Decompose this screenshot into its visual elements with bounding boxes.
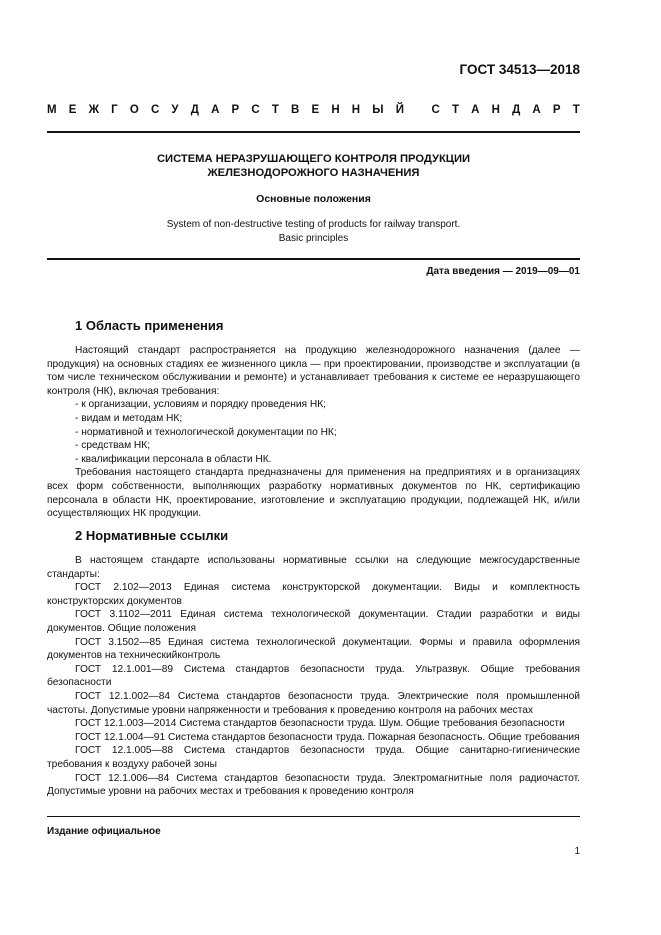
banner-letter: Ы (372, 104, 384, 116)
banner-letter: О (129, 104, 139, 116)
banner-letter: У (171, 104, 179, 116)
banner-letter: Ж (88, 104, 99, 116)
paragraph: Настоящий стандарт распространяется на продукцию железнодорожного назначения (далее — продукция) на основных стадиях ее жизненного цикла — при проектировании, производстве и эксплуатации (в том числе техническом обслуживании и ремонте) и устанавливает требования к системе ее неразрушающего контроля (НК), включая требования: (47, 345, 580, 397)
banner-letter: Е (68, 104, 77, 116)
list-item: - нормативной и технологической документации по НК; (75, 426, 337, 438)
english-title (47, 218, 580, 246)
reference-item: ГОСТ 12.1.003—2014 Система стандартов безопасности труда. Шум. Общие требования безопасности (75, 718, 565, 730)
paragraph: Требования настоящего стандарта предназначены для применения на предприятиях и в организациях всех форм собственности, выполняющих разработку нормативных документов по НК, сертификацию персонала в области НК, проектирование, изготовление и эксплуатацию продукции, подлежащей НК, и/или осуществляющих НК продукции. (47, 467, 580, 520)
section-normative-references (47, 528, 580, 799)
banner-letter: Т (271, 104, 279, 116)
title-rule (47, 258, 580, 260)
banner-letter: В (291, 104, 300, 116)
list-item: - видам и методам НК; (75, 412, 183, 424)
paragraph: В настоящем стандарте использованы нормативные ссылки на следующие межгосударственные стандарты: (47, 555, 580, 580)
banner-letter (416, 104, 419, 116)
footer-rule (47, 816, 580, 817)
banner-letter: Н (331, 104, 340, 116)
banner-letter: С (150, 104, 160, 116)
list-item: - средствам НК; (75, 440, 151, 452)
banner-letter: Е (311, 104, 320, 116)
banner-letter: Д (190, 104, 199, 116)
banner-letter: Т (572, 104, 580, 116)
standard-code: ГОСТ 34513—2018 (459, 62, 580, 77)
banner-letter: С (251, 104, 260, 116)
section-heading: 2 Нормативные ссылки (75, 528, 229, 543)
english-title-line-1: System of non-destructive testing of products for railway transport. (166, 219, 461, 230)
banner-letter: Р (552, 104, 561, 116)
reference-item: ГОСТ 12.1.006—84 Система стандартов безопасности труда. Электромагнитные поля радиочастот. Допустимые уровни на рабочих местах и требования к проведению контроля (47, 772, 580, 798)
document-subtitle: Основные положения (256, 193, 371, 205)
banner-letter: Й (395, 104, 404, 116)
header-rule (47, 131, 580, 133)
banner-letter: С (431, 104, 440, 116)
banner-letter: Н (491, 104, 500, 116)
banner-letter: А (532, 104, 541, 116)
banner-letter: Т (451, 104, 459, 116)
section-heading: 1 Область применения (75, 318, 224, 333)
banner-letter: Г (111, 104, 118, 116)
banner-letter: Д (512, 104, 521, 116)
interstate-standard-banner (47, 104, 580, 116)
banner-letter: А (211, 104, 220, 116)
reference-item: ГОСТ 12.1.005—88 Система стандартов безопасности труда. Общие санитарно-гигиенические требования к воздуху рабочей зоны (47, 745, 580, 770)
reference-item: ГОСТ 12.1.004—91 Система стандартов безопасности труда. Пожарная безопасность. Общие требования (75, 731, 580, 743)
list-item: - к организации, условиям и порядку проведения НК; (75, 399, 326, 411)
reference-item: ГОСТ 3.1102—2011 Единая система технологической документации. Стадии разработки и виды документов. Общие положения (47, 609, 580, 634)
title-line-1: СИСТЕМА НЕРАЗРУШАЮЩЕГО КОНТРОЛЯ ПРОДУКЦИИ (156, 153, 471, 165)
document-title (47, 152, 580, 180)
banner-letter: Н (351, 104, 361, 116)
reference-item: ГОСТ 12.1.001—89 Система стандартов безопасности труда. Ультразвук. Общие требования безопасности (47, 663, 580, 689)
english-title-line-2: Basic principles (278, 233, 349, 244)
title-line-2: ЖЕЛЕЗНОДОРОЖНОГО НАЗНАЧЕНИЯ (207, 167, 420, 179)
list-item: - квалификации персонала в области НК. (75, 453, 272, 465)
page-number: 1 (574, 846, 580, 857)
banner-letter: А (471, 104, 480, 116)
reference-item: ГОСТ 12.1.002—84 Система стандартов безопасности труда. Электрические поля промышленной частоты. Допустимые уровни напряженности и требования к проведению контроля на рабочих местах (47, 690, 580, 716)
reference-item: ГОСТ 2.102—2013 Единая система конструкторской документации. Виды и комплектность конструкторских документов (47, 582, 580, 607)
introduction-date: Дата введения — 2019—09—01 (426, 266, 580, 277)
banner-letter: Р (231, 104, 240, 116)
reference-item: ГОСТ 3.1502—85 Единая система технологической документации. Формы и правила оформления документов на техническийконтроль (47, 636, 580, 662)
banner-letter: М (47, 104, 57, 116)
section-scope (47, 318, 580, 521)
official-edition-label: Издание официальное (47, 826, 161, 837)
